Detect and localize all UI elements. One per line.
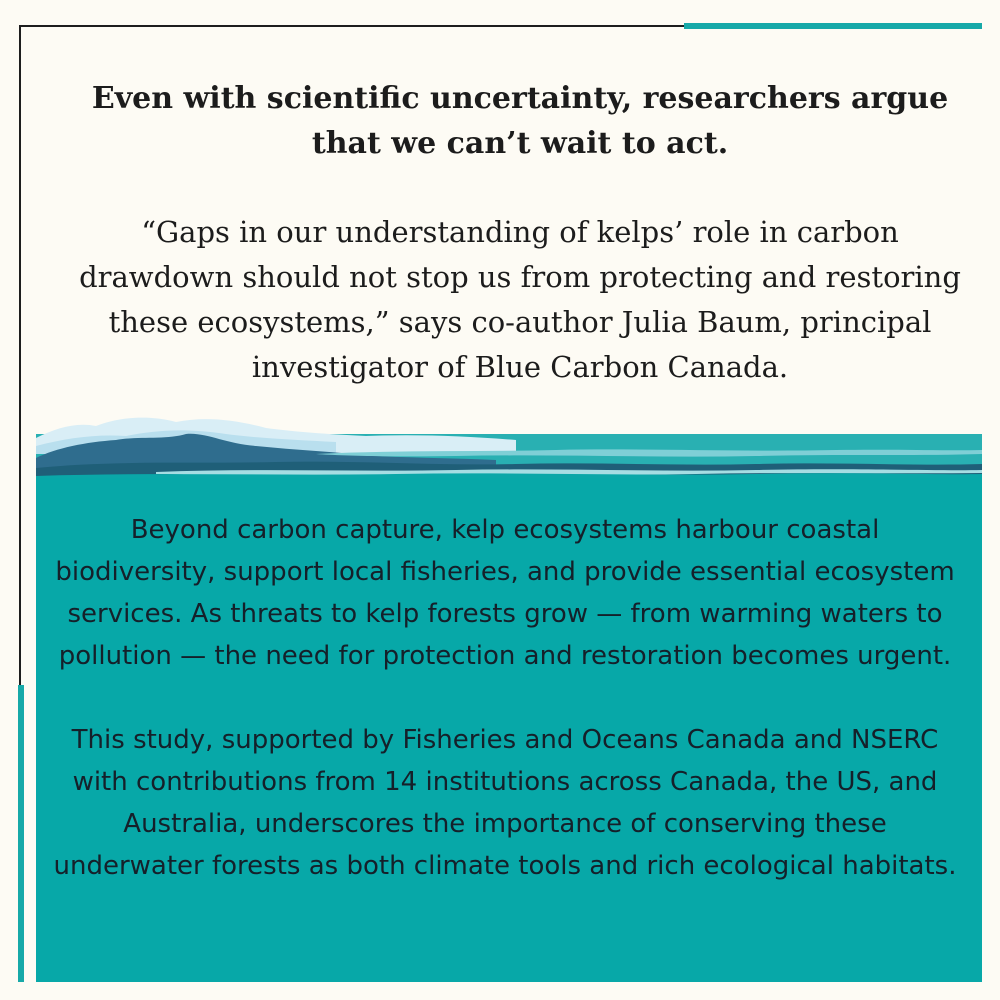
frame-top-line	[19, 25, 684, 27]
paragraph-kelp-benefits: Beyond carbon capture, kelp ecosystems harbour coastal biodiversity, support local fisheries, and provide essential ecosystem services. As threats to kelp forests grow — from warming waters to pollution — the need for protection and restoration becomes urgent.	[55, 515, 955, 671]
panel-body	[50, 509, 960, 887]
frame-left-accent-bar	[18, 685, 24, 982]
pull-quote: “Gaps in our understanding of kelps’ role in carbon drawdown should not stop us from protecting and restoring these ecosystems,” says co-author Julia Baum, principal investigator of Blue Carbon Canada.	[79, 215, 961, 384]
paragraph-study-support: This study, supported by Fisheries and Oceans Canada and NSERC with contributions from 14 institutions across Canada, the US, and Australia, underscores the importance of conserving these underwater forests as both climate tools and rich ecological habitats.	[53, 725, 957, 881]
frame-top-accent-bar	[684, 23, 982, 29]
frame-left-line	[19, 25, 21, 685]
headline: Even with scientific uncertainty, researchers argue that we can’t wait to act.	[91, 81, 949, 161]
ocean-wave-illustration-icon	[36, 414, 982, 480]
quote-section	[60, 76, 980, 390]
